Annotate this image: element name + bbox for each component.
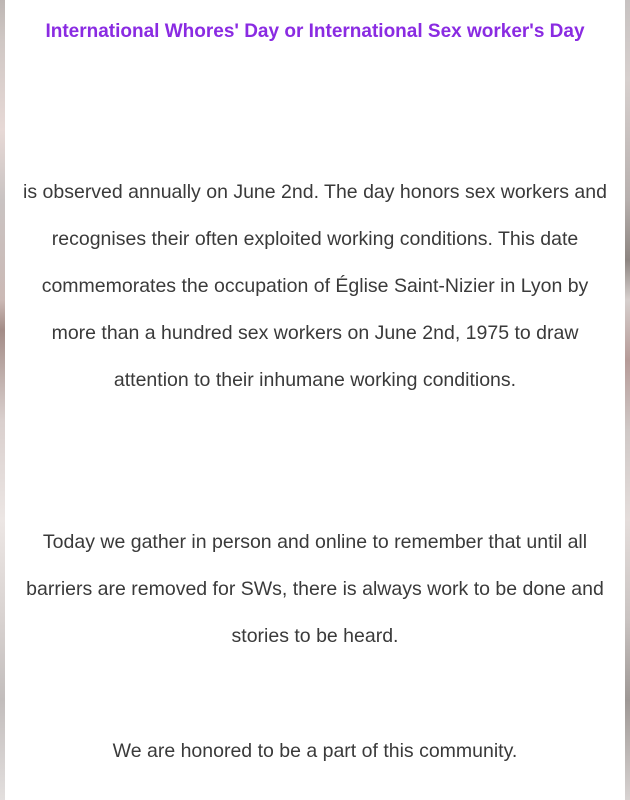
paragraph-community: We are honored to be a part of this community. [112, 740, 518, 762]
paragraph-observance: is observed annually on June 2nd. The day honors sex workers and recognises their often exploited working conditions. This date commemorates the occupation of Église Saint-Nizier in Lyon by more than a hundred sex workers on June 2nd, 1975 to draw attention to their inhumane working conditions. [23, 181, 607, 391]
page-title: International Whores' Day or International Sex worker's Day [45, 21, 585, 42]
paragraph-gathering: Today we gather in person and online to remember that until all barriers are removed for SWs, there is always work to be done and stories to be heard. [26, 531, 604, 647]
